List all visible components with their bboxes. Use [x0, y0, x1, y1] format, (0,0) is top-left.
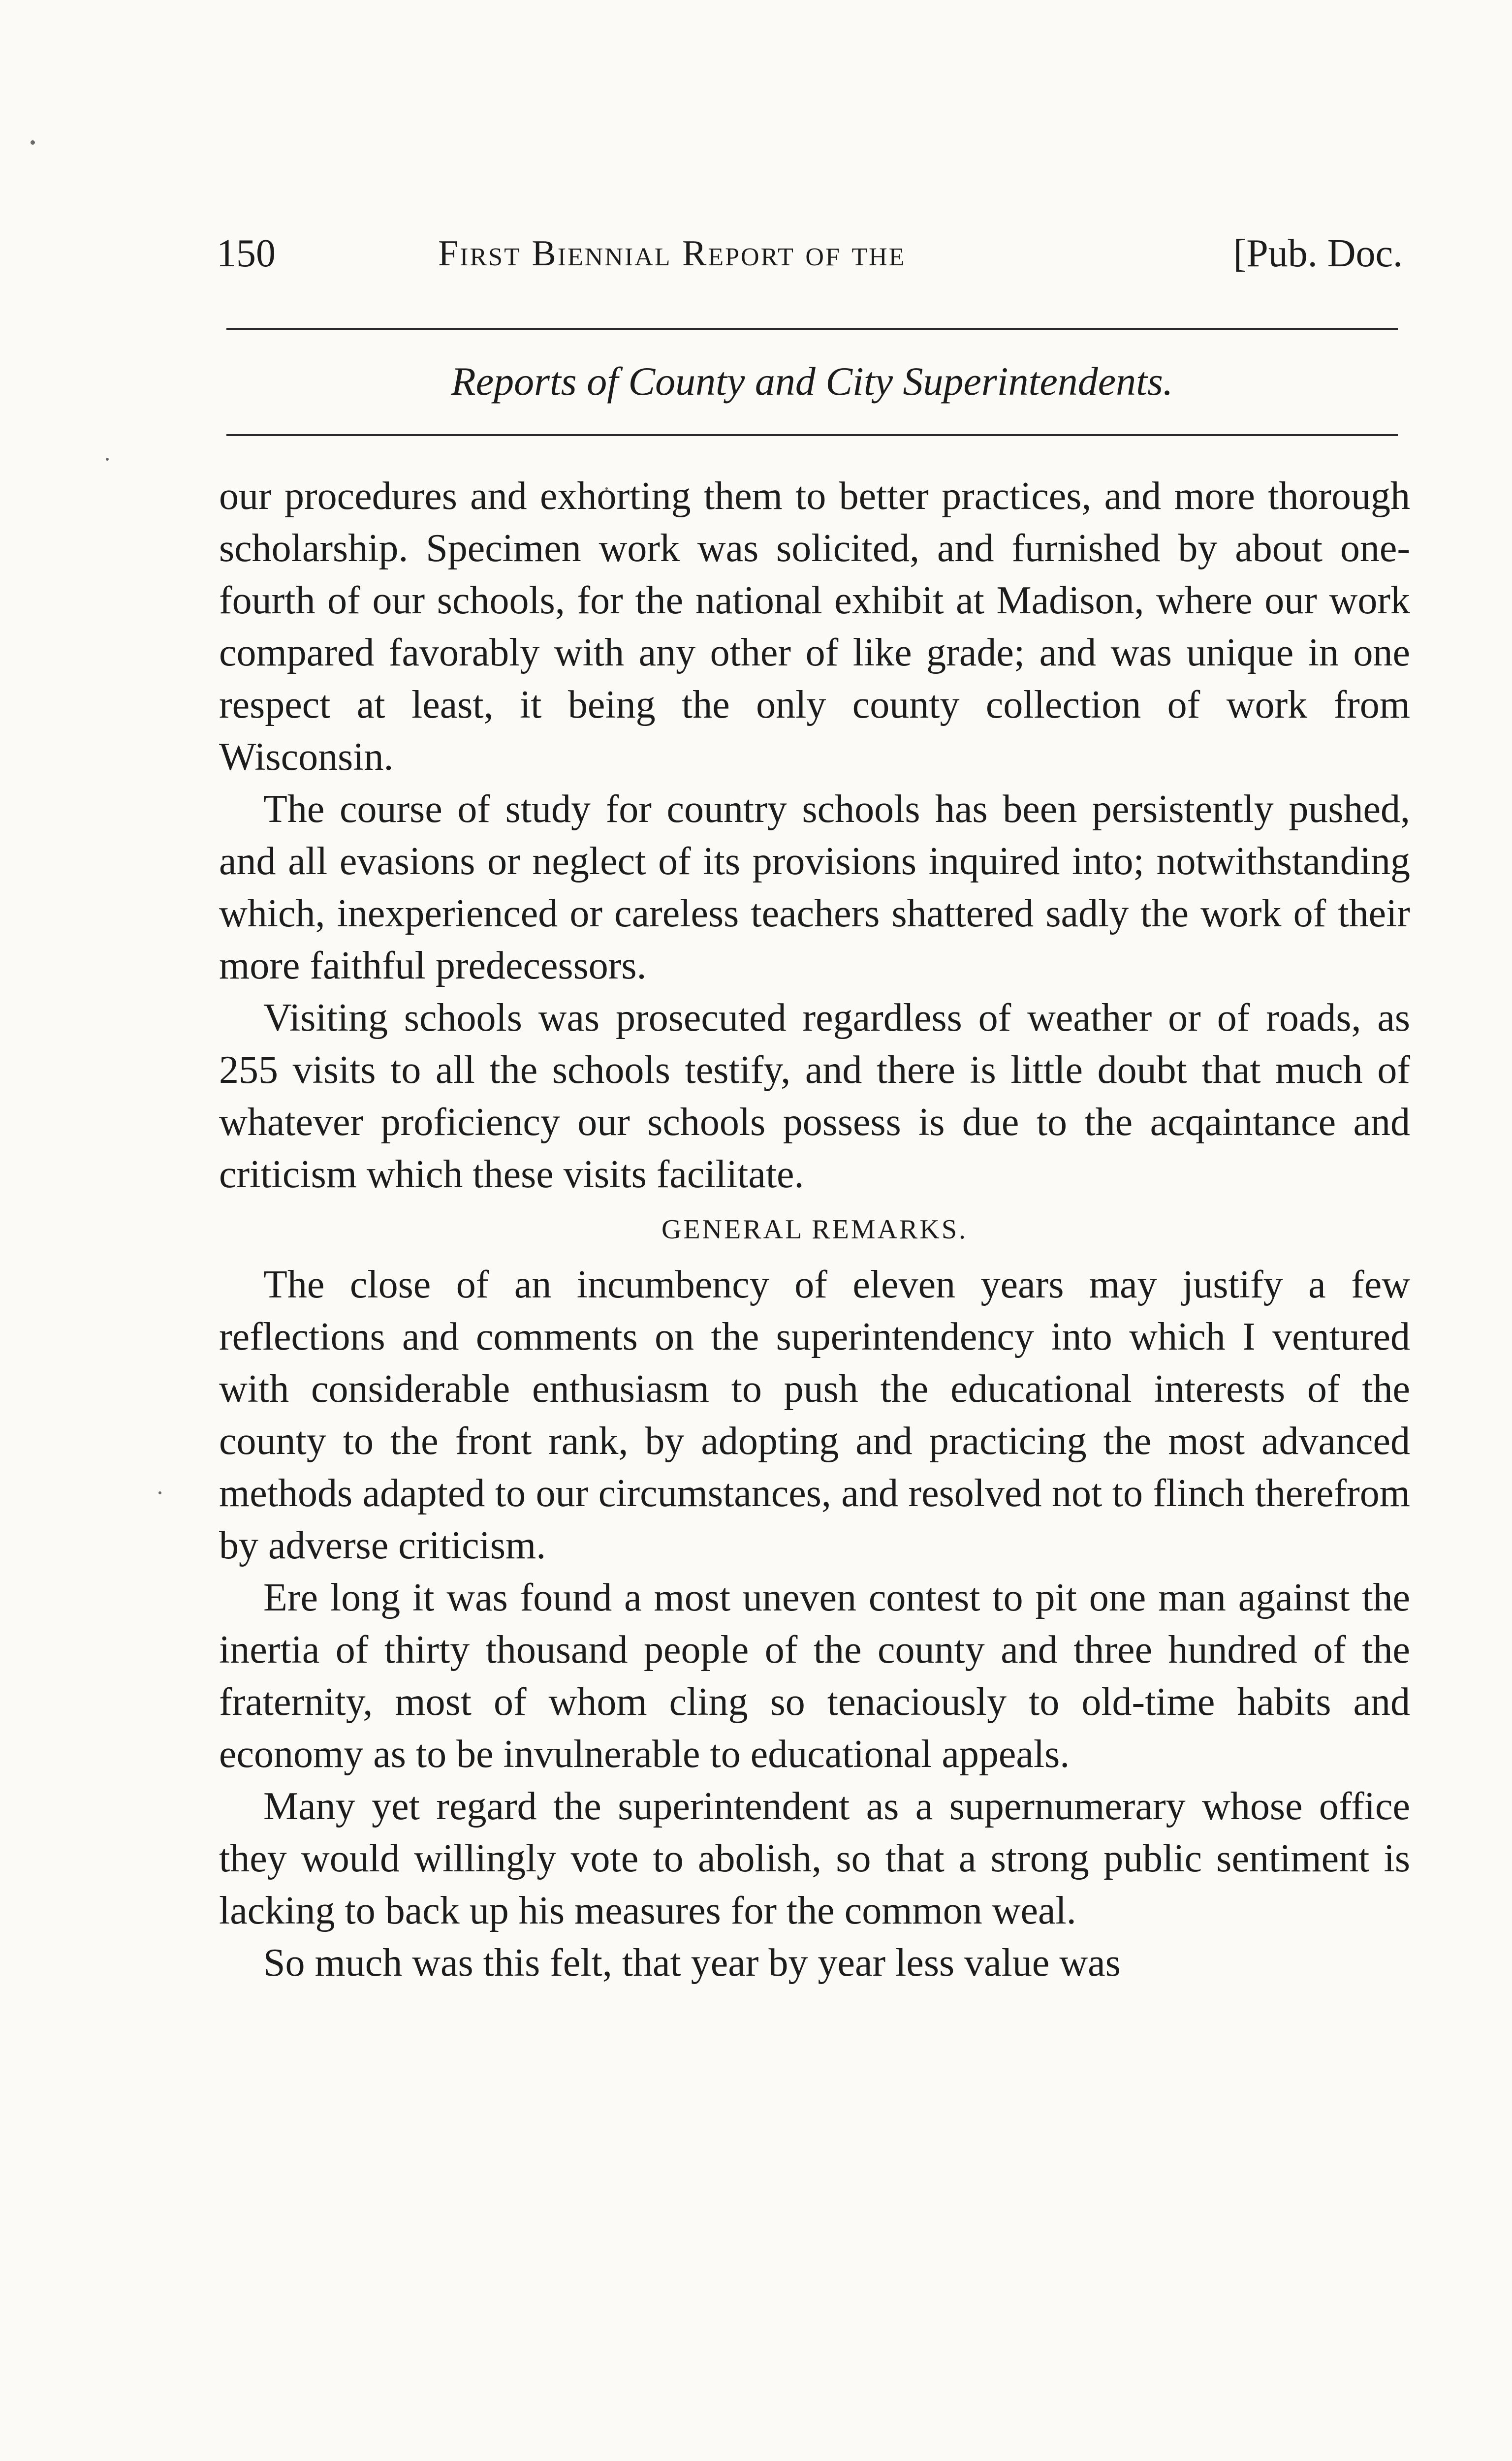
scan-speck — [106, 458, 109, 461]
paragraph: The course of study for country schools has been persistently pushed, and all evasions or neglect of its provisions inquired into; notwithstanding which, inexperienced or careless teachers shattered sadly the work of their more faithful predecessors. — [219, 788, 1410, 987]
body-text — [219, 470, 1410, 1989]
running-head — [217, 224, 1408, 283]
paragraph: The close of an incumbency of eleven years may justify a few reflections and comments on the superintendency into which I ventured with considerable enthusiasm to push the educational interests of the county to the front rank, by adopting and practicing the most advanced methods adapted to our circumstances, and resolved not to flinch therefrom by adverse criticism. — [219, 1263, 1410, 1567]
report-title: First Biennial Report of the — [438, 233, 906, 274]
paragraph: Many yet regard the superintendent as a supernumerary whose office they would willingly vote to abolish, so that a strong public sentiment is lacking to back up his measures for the common weal. — [219, 1785, 1410, 1932]
page-number: 150 — [217, 232, 276, 275]
paragraph: our procedures and exhorting them to better practices, and more thorough scholarship. Specimen work was solicited, and furnished by about one-fourth of our schools, for the national exhibit at Madison, where our work compared favorably with any other of like grade; and was unique in one respect at least, it being the only county collection of work from Wisconsin. — [219, 474, 1410, 779]
paragraph: So much was this felt, that year by year less value was — [263, 1941, 1121, 1985]
scan-speck — [158, 1491, 161, 1494]
header-rule-bottom — [226, 434, 1398, 436]
paragraph: Ere long it was found a most uneven contest to pit one man against the inertia of thirty thousand people of the county and three hundred of the fraternity, most of whom cling so tenaciously to old-time habits and economy as to be invulnerable to educational appeals. — [219, 1576, 1410, 1776]
scan-speck — [31, 140, 35, 145]
general-remarks-heading: GENERAL REMARKS. — [662, 1214, 968, 1245]
paragraph: Visiting schools was prosecuted regardless of weather or of roads, as 255 visits to all the schools testify, and there is little doubt that much of whatever proficiency our schools possess is due to the acqaintance and criticism which these visits facilitate. — [219, 996, 1410, 1196]
header-rule-top — [226, 328, 1398, 330]
document-reference: [Pub. Doc. — [1233, 232, 1403, 275]
section-title: Reports of County and City Superintendents. — [451, 359, 1173, 404]
